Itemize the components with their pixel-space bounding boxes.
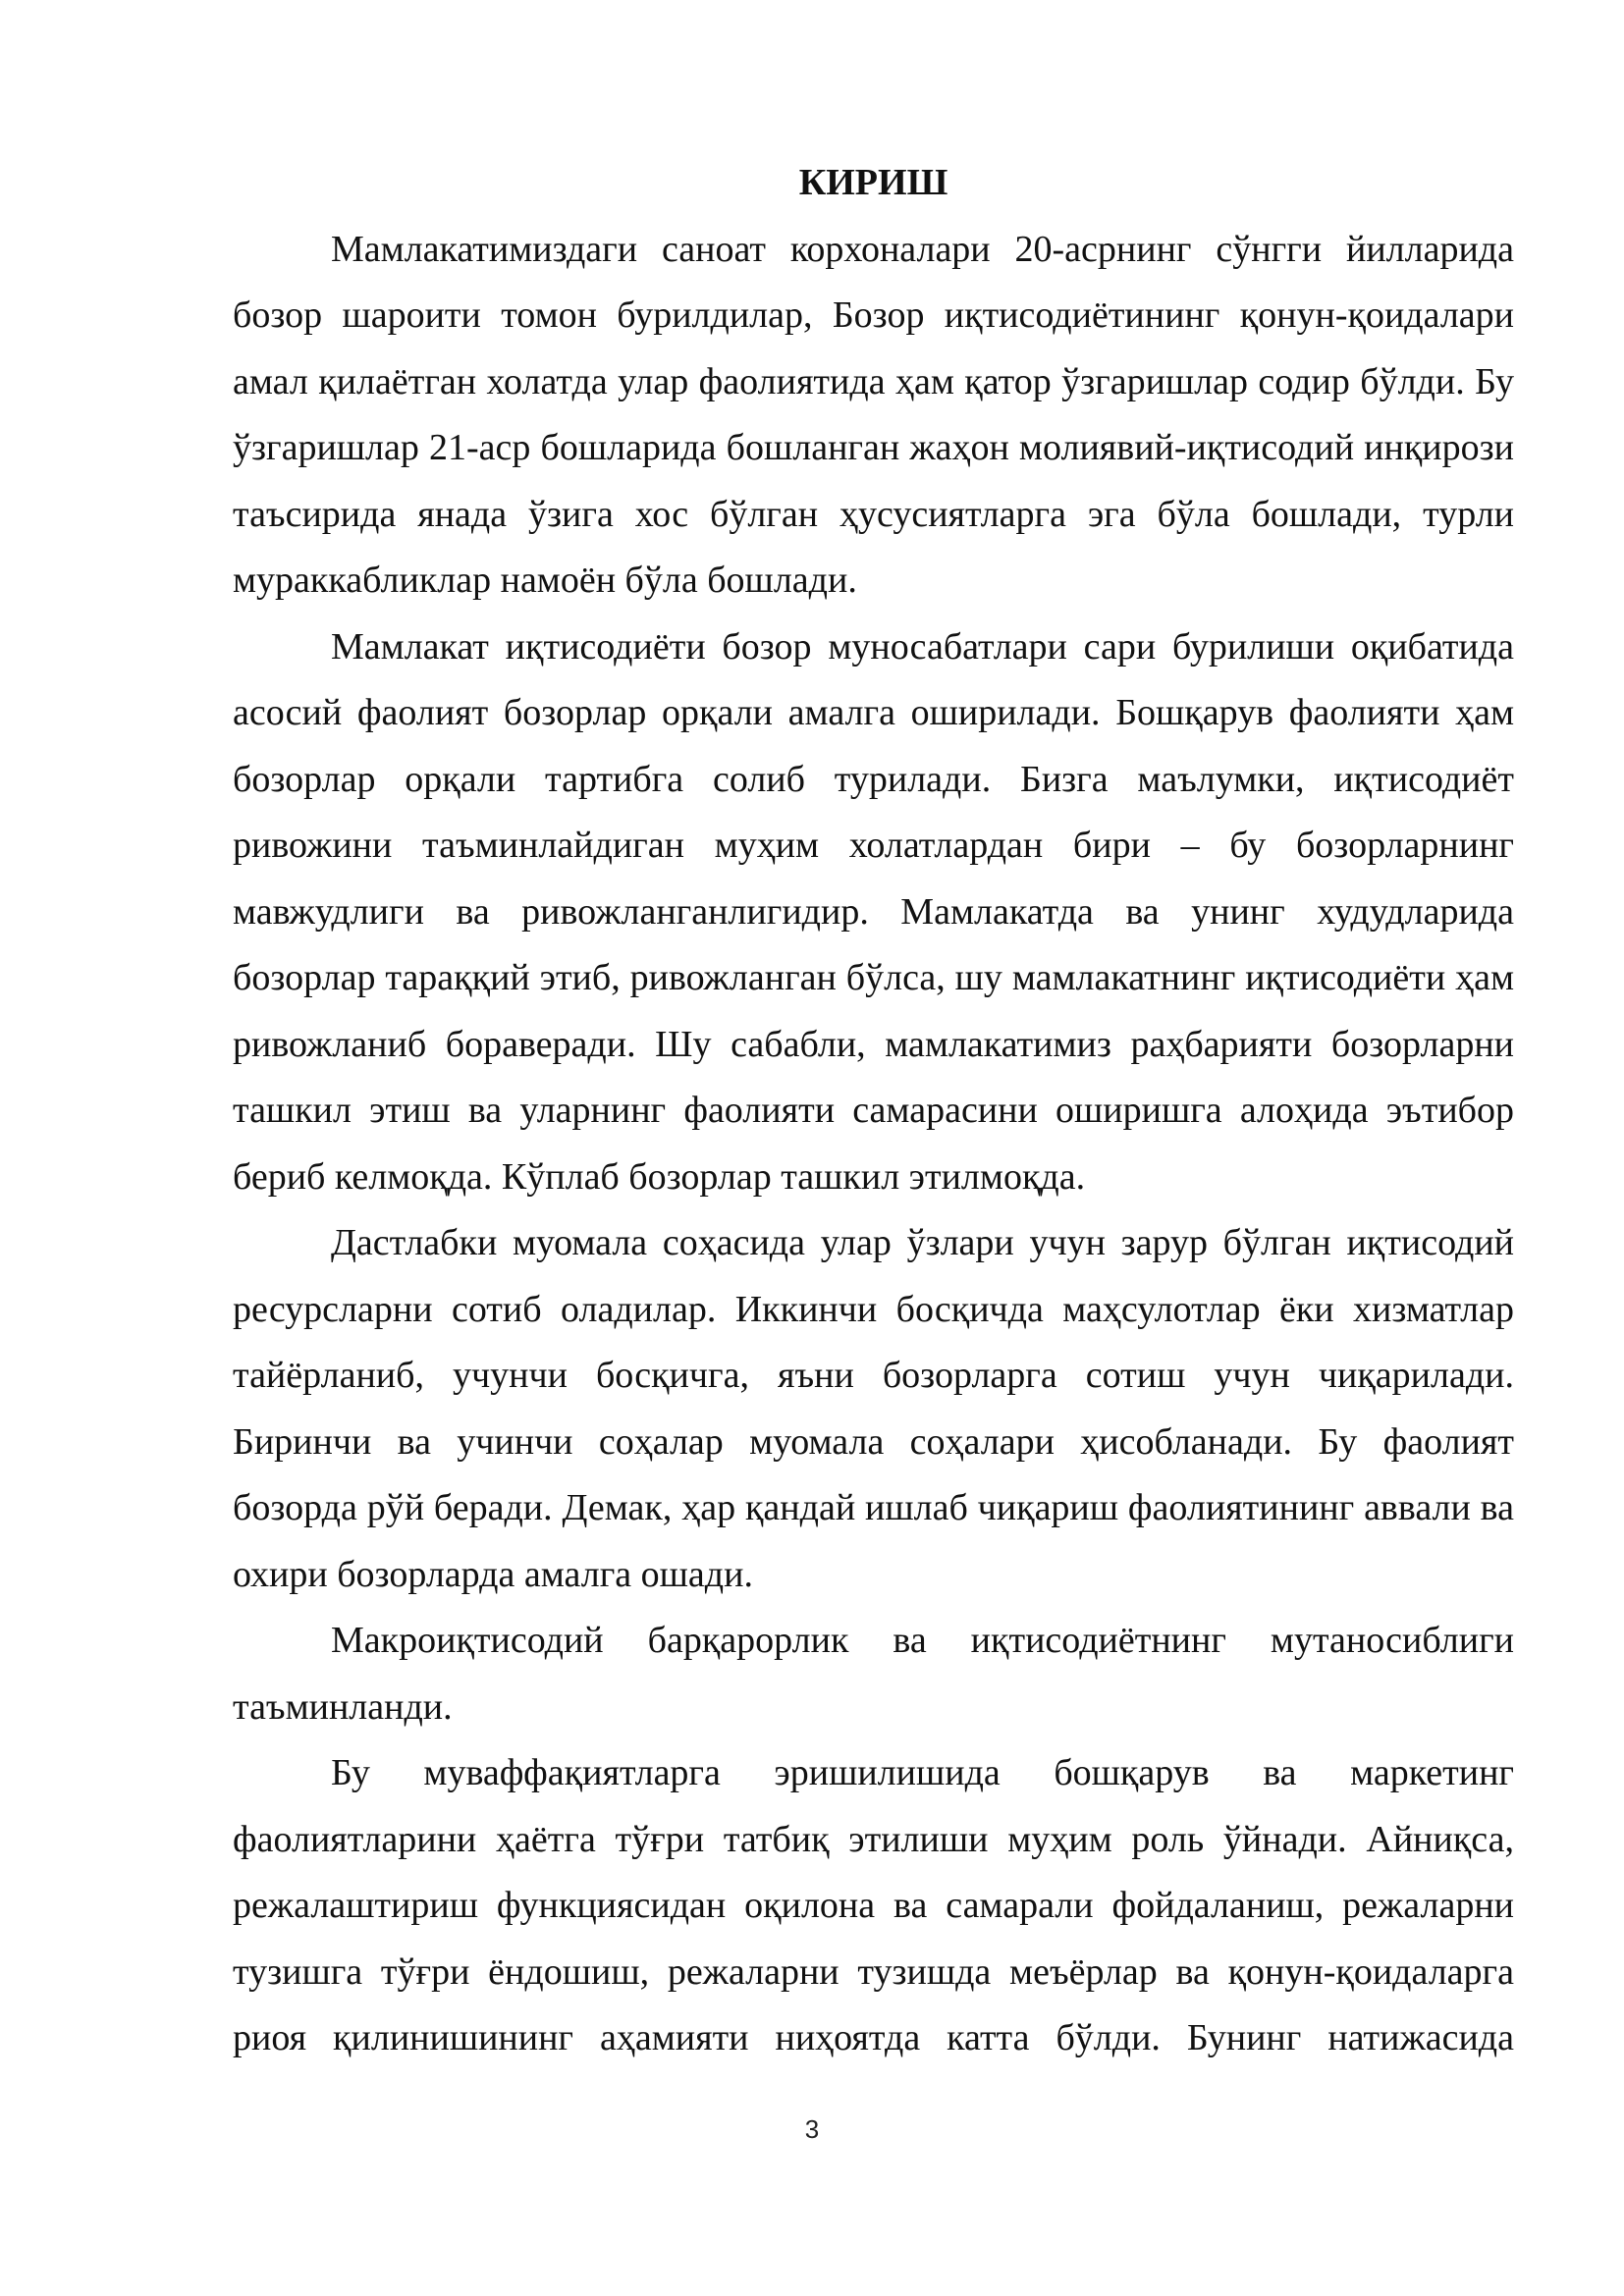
page-number: 3 (804, 2114, 820, 2144)
paragraph-3: Дастлабки муомала соҳасида улар ўзлари учун зарур бўлган иқтисодий ресурсларни сотиб оладилар. Иккинчи босқичда маҳсулотлар ёки хизматлар тайёрланиб, учунчи босқичга, яъни бозорларга сотиш учун чиқарилади. Биринчи ва учинчи соҳалар муомала соҳалари ҳисобланади. Бу фаолият бозорда рўй беради. Демак, ҳар қандай ишлаб чиқариш фаолиятининг аввали ва охири бозорларда амалга ошади. (233, 1222, 1514, 1595)
paragraph-2: Мамлакат иқтисодиёти бозор муносабатлари сари бурилиши оқибатида асосий фаолият бозорлар орқали амалга оширилади. Бошқарув фаолияти ҳам бозорлар орқали тартибга солиб турилади. Бизга маълумки, иқтисодиёт ривожини таъминлайдиган муҳим холатлардан бири – бу бозорларнинг мавжудлиги ва ривожланганлигидир. Мамлакатда ва унинг худудларида бозорлар тараққий этиб, ривожланган бўлса, шу мамлакатнинг иқтисодиёти ҳам ривожланиб бораверади. Шу сабабли, мамлакатимиз раҳбарияти бозорларни ташкил этиш ва уларнинг фаолияти самарасини оширишга алоҳида эътибор бериб келмоқда. Кўплаб бозорлар ташкил этилмоқда. (233, 625, 1514, 1198)
page-content (233, 150, 1514, 2072)
paragraph-5: Бу муваффақиятларга эришилишида бошқарув ва маркетинг фаолиятларини ҳаётга тўғри татбиқ этилиши муҳим роль ўйнади. Айниқса, режалаштириш функциясидан оқилона ва самарали фойдаланиш, режаларни тузишга тўғри ёндошиш, режаларни тузишда меъёрлар ва қонун-қоидаларга риоя қилинишининг аҳамияти ниҳоятда катта бўлди. Бунинг натижасида (233, 1752, 1514, 2058)
section-heading: КИРИШ (798, 162, 948, 203)
paragraph-1: Мамлакатимиздаги саноат корхоналари 20-асрнинг сўнгги йилларида бозор шароити томон бурилдилар, Бозор иқтисодиётининг қонун-қоидалари амал қилаётган холатда улар фаолиятида ҳам қатор ўзгаришлар содир бўлди. Бу ўзгаришлар 21-аср бошларида бошланган жаҳон молиявий-иқтисодий инқирози таъсирида янада ўзига хос бўлган ҳусусиятларга эга бўла бошлади, турли мураккабликлар намоён бўла бошлади. (233, 228, 1514, 601)
paragraph-4: Макроиқтисодий барқарорлик ва иқтисодиётнинг мутаносиблиги таъминланди. (233, 1620, 1514, 1728)
